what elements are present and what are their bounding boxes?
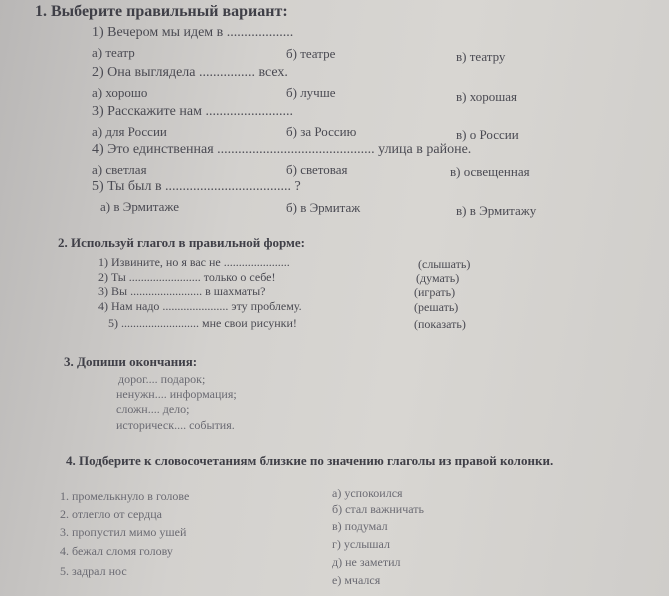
task2-verb-5: (показать) xyxy=(414,317,466,331)
task2-item-3: 3) Вы ........................ в шахматы? xyxy=(98,284,266,298)
task4-right-f: е) мчался xyxy=(332,573,381,587)
task4-right-a: а) успокоился xyxy=(332,486,403,500)
task2-verb-4: (решать) xyxy=(414,300,459,314)
task4-right-d: г) услышал xyxy=(332,537,390,551)
task1-q5-prompt: 5) Ты был в .................................... ? xyxy=(92,179,301,194)
task4-title: 4. Подберите к словосочетаниям близкие по значению глаголы из правой колонки. xyxy=(66,453,554,468)
task4-right-e: д) не заметил xyxy=(332,555,401,569)
task1-q3-prompt: 3) Расскажите нам ......................... xyxy=(92,104,293,119)
task1-q5-option-c: в) в Эрмитажу xyxy=(456,203,537,218)
task4-left-4: 4. бежал сломя голову xyxy=(60,544,173,558)
task1-q3-option-b: б) за Россию xyxy=(286,124,357,139)
task3-item-1: дорог.... подарок; xyxy=(118,372,206,386)
task1-q1-option-c: в) театру xyxy=(456,49,506,64)
task2-item-2: 2) Ты ........................ только о себе! xyxy=(98,270,276,284)
task1-q3-option-c: в) о России xyxy=(456,127,519,142)
task4-left-1: 1. промелькнуло в голове xyxy=(60,489,190,503)
task1-q1-option-a: а) театр xyxy=(92,45,135,60)
task2-title: 2. Используй глагол в правильной форме: xyxy=(58,235,305,250)
task4-left-3: 3. пропустил мимо ушей xyxy=(60,525,187,539)
task2-item-5: 5) .......................... мне свои рисунки! xyxy=(108,316,297,330)
task4-right-b: б) стал важничать xyxy=(332,502,424,516)
task1-q1-prompt: 1) Вечером мы идем в ................... xyxy=(92,25,294,40)
task3-title: 3. Допиши окончания: xyxy=(64,354,198,369)
task2-item-4: 4) Нам надо ...................... эту проблему. xyxy=(98,299,302,313)
task3-item-2: ненужн.... информация; xyxy=(116,387,237,401)
task2-verb-3: (играть) xyxy=(414,285,456,299)
task1-q5-option-a: а) в Эрмитаже xyxy=(100,199,179,214)
task1-q4-option-a: а) светлая xyxy=(92,162,147,177)
task1-q3-option-a: а) для России xyxy=(92,124,167,139)
task1-q2-option-c: в) хорошая xyxy=(456,89,517,104)
task3-item-4: историческ.... события. xyxy=(116,418,235,432)
task1-q2-option-b: б) лучше xyxy=(286,85,336,100)
task2-verb-2: (думать) xyxy=(416,271,460,285)
task4-left-2: 2. отлегло от сердца xyxy=(60,507,162,521)
task1-q4-option-c: в) освещенная xyxy=(450,164,530,179)
task1-q4-prompt: 4) Это единственная ............................................. улица в районе. xyxy=(92,142,472,157)
task1-q2-option-a: а) хорошо xyxy=(92,85,148,100)
task2-verb-1: (слышать) xyxy=(418,257,471,271)
task4-left-5: 5. задрал нос xyxy=(60,564,127,578)
task1-title: 1. Выберите правильный вариант: xyxy=(35,3,288,20)
task1-q5-option-b: б) в Эрмитаж xyxy=(286,200,361,215)
task3-item-3: сложн.... дело; xyxy=(116,402,190,416)
task1-q1-option-b: б) театре xyxy=(286,46,336,61)
task4-right-c: в) подумал xyxy=(332,519,388,533)
task1-q4-option-b: б) световая xyxy=(286,162,348,177)
task1-q2-prompt: 2) Она выглядела ................ всех. xyxy=(92,65,288,80)
task2-item-1: 1) Извините, но я вас не ...................... xyxy=(98,255,290,269)
